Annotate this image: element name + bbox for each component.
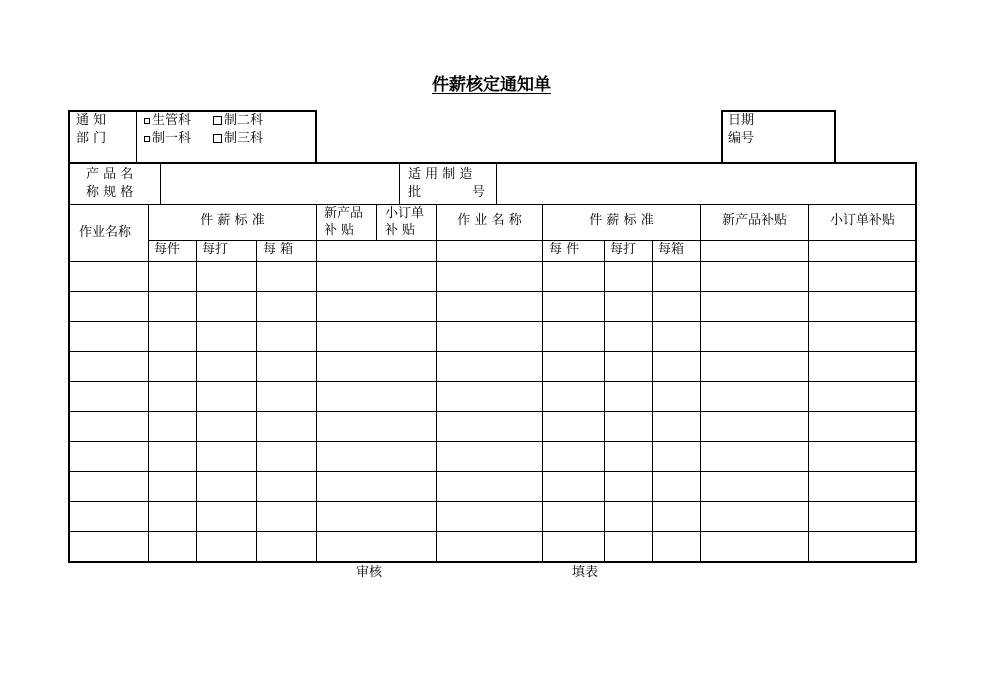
table-cell[interactable] <box>605 262 653 292</box>
table-cell[interactable] <box>149 352 197 382</box>
header-small-order-1: 小订单 <box>385 206 425 221</box>
header-per-box-2: 每箱 <box>658 242 685 257</box>
table-row <box>69 442 916 472</box>
table-cell[interactable] <box>543 262 605 292</box>
table-cell[interactable] <box>69 412 149 442</box>
table-cell[interactable] <box>653 292 701 322</box>
header-per-piece: 每件 <box>154 242 181 257</box>
header-new-product-subsidy-2: 新产品补贴 <box>721 213 787 228</box>
table-cell[interactable] <box>605 322 653 352</box>
header-per-dozen-2: 每打 <box>610 242 637 257</box>
table-cell[interactable] <box>543 502 605 532</box>
table-cell[interactable] <box>437 412 543 442</box>
table-cell[interactable] <box>149 412 197 442</box>
checkbox-icon[interactable] <box>213 116 222 125</box>
table-cell[interactable] <box>543 412 605 442</box>
table-cell[interactable] <box>653 532 701 562</box>
table-cell[interactable] <box>605 442 653 472</box>
option-dept-2[interactable]: 制二科 <box>213 112 263 130</box>
table-cell[interactable] <box>701 502 809 532</box>
table-cell[interactable] <box>605 472 653 502</box>
review-label: 审核 <box>356 565 383 580</box>
table-cell[interactable] <box>701 352 809 382</box>
batch-label-2b: 号 <box>472 185 486 200</box>
table-cell[interactable] <box>69 382 149 412</box>
table-cell[interactable] <box>317 262 437 292</box>
header-new-product-2: 补 贴 <box>324 223 355 238</box>
form-title: 件薪核定通知单 <box>432 75 551 95</box>
table-cell[interactable] <box>317 412 437 442</box>
table-cell[interactable] <box>543 382 605 412</box>
table-cell[interactable] <box>69 352 149 382</box>
table-cell[interactable] <box>543 352 605 382</box>
header-piece-rate: 件 薪 标 准 <box>200 213 265 228</box>
table-cell[interactable] <box>197 502 257 532</box>
table-cell[interactable] <box>653 472 701 502</box>
checkbox-icon[interactable] <box>213 134 222 143</box>
table-cell[interactable] <box>437 442 543 472</box>
option-dept-3[interactable]: 制三科 <box>213 130 263 148</box>
table-row <box>69 322 916 352</box>
table-cell[interactable] <box>69 442 149 472</box>
table-cell[interactable] <box>257 412 317 442</box>
dept-label-line1: 通 知 <box>76 113 107 128</box>
table-cell[interactable] <box>701 382 809 412</box>
table-cell[interactable] <box>701 442 809 472</box>
table-cell[interactable] <box>257 352 317 382</box>
table-cell[interactable] <box>197 322 257 352</box>
table-cell[interactable] <box>197 412 257 442</box>
table-cell[interactable] <box>257 442 317 472</box>
number-label: 编号 <box>728 131 755 146</box>
table-cell[interactable] <box>605 352 653 382</box>
table-cell[interactable] <box>605 532 653 562</box>
table-cell[interactable] <box>653 262 701 292</box>
table-cell[interactable] <box>149 442 197 472</box>
table-cell[interactable] <box>257 502 317 532</box>
table-cell[interactable] <box>653 442 701 472</box>
table-cell[interactable] <box>653 382 701 412</box>
table-cell[interactable] <box>437 532 543 562</box>
checkbox-icon[interactable] <box>144 136 150 142</box>
table-cell[interactable] <box>437 382 543 412</box>
table-row <box>69 352 916 382</box>
table-cell[interactable] <box>701 412 809 442</box>
table-cell[interactable] <box>197 532 257 562</box>
table-cell[interactable] <box>437 472 543 502</box>
table-cell[interactable] <box>317 322 437 352</box>
table-cell[interactable] <box>257 262 317 292</box>
checkbox-icon[interactable] <box>144 118 150 124</box>
header-per-piece-2: 每 件 <box>549 242 580 257</box>
table-cell[interactable] <box>809 502 916 532</box>
table-cell[interactable] <box>653 502 701 532</box>
table-cell[interactable] <box>437 292 543 322</box>
table-cell[interactable] <box>809 352 916 382</box>
table-cell[interactable] <box>69 472 149 502</box>
table-cell[interactable] <box>149 382 197 412</box>
table-cell[interactable] <box>69 292 149 322</box>
date-label: 日期 <box>728 113 755 128</box>
table-cell[interactable] <box>809 322 916 352</box>
header-small-order-2: 补 贴 <box>385 223 416 238</box>
table-cell[interactable] <box>543 292 605 322</box>
table-cell[interactable] <box>543 472 605 502</box>
header-job-name-2: 作 业 名 称 <box>457 213 522 228</box>
table-cell[interactable] <box>69 322 149 352</box>
table-cell[interactable] <box>149 322 197 352</box>
data-grid <box>68 261 916 562</box>
table-cell[interactable] <box>149 262 197 292</box>
table-cell[interactable] <box>605 502 653 532</box>
table-cell[interactable] <box>257 532 317 562</box>
table-cell[interactable] <box>257 382 317 412</box>
dept-label-line2: 部 门 <box>76 131 107 146</box>
table-cell[interactable] <box>149 502 197 532</box>
table-cell[interactable] <box>149 532 197 562</box>
batch-label-2a: 批 <box>408 185 422 200</box>
table-cell[interactable] <box>149 472 197 502</box>
table-cell[interactable] <box>197 262 257 292</box>
table-cell[interactable] <box>317 382 437 412</box>
table-row <box>69 532 916 562</box>
table-cell[interactable] <box>197 352 257 382</box>
table-cell[interactable] <box>69 532 149 562</box>
table-cell[interactable] <box>257 292 317 322</box>
table-cell[interactable] <box>653 352 701 382</box>
table-row <box>69 262 916 292</box>
table-cell[interactable] <box>69 262 149 292</box>
product-name-label-2: 称 规 格 <box>86 185 134 200</box>
table-cell[interactable] <box>317 292 437 322</box>
header-job-name: 作业名称 <box>79 225 132 240</box>
table-cell[interactable] <box>317 472 437 502</box>
fill-label: 填表 <box>572 565 599 580</box>
table-cell[interactable] <box>149 292 197 322</box>
table-cell[interactable] <box>809 472 916 502</box>
table-cell[interactable] <box>701 292 809 322</box>
table-cell[interactable] <box>605 412 653 442</box>
table-cell[interactable] <box>701 262 809 292</box>
table-cell[interactable] <box>653 322 701 352</box>
table-cell[interactable] <box>701 532 809 562</box>
table-cell[interactable] <box>543 322 605 352</box>
table-cell[interactable] <box>809 262 916 292</box>
table-cell[interactable] <box>605 292 653 322</box>
table-cell[interactable] <box>809 442 916 472</box>
table-cell[interactable] <box>701 472 809 502</box>
table-row <box>69 292 916 322</box>
header-new-product-1: 新产品 <box>324 206 364 221</box>
table-cell[interactable] <box>197 382 257 412</box>
table-cell[interactable] <box>317 352 437 382</box>
table-cell[interactable] <box>197 442 257 472</box>
table-cell[interactable] <box>809 382 916 412</box>
table-cell[interactable] <box>317 532 437 562</box>
table-row <box>69 412 916 442</box>
header-per-box: 每 箱 <box>263 242 294 257</box>
table-cell[interactable] <box>809 292 916 322</box>
table-row <box>69 472 916 502</box>
table-cell[interactable] <box>701 322 809 352</box>
table-cell[interactable] <box>653 412 701 442</box>
table-cell[interactable] <box>437 502 543 532</box>
table-cell[interactable] <box>197 472 257 502</box>
option-dept-1[interactable]: 制一科 <box>144 130 191 148</box>
header-small-order-subsidy-2: 小订单补贴 <box>829 213 895 228</box>
table-cell[interactable] <box>543 442 605 472</box>
product-name-field[interactable] <box>161 163 399 204</box>
table-cell[interactable] <box>257 322 317 352</box>
table-cell[interactable] <box>809 412 916 442</box>
table-cell[interactable] <box>69 502 149 532</box>
table-cell[interactable] <box>437 352 543 382</box>
table-cell[interactable] <box>257 472 317 502</box>
table-cell[interactable] <box>317 502 437 532</box>
table-cell[interactable] <box>437 262 543 292</box>
table-cell[interactable] <box>437 322 543 352</box>
table-cell[interactable] <box>605 382 653 412</box>
batch-field[interactable] <box>497 163 916 204</box>
table-cell[interactable] <box>317 442 437 472</box>
table-row <box>69 382 916 412</box>
header-per-dozen: 每打 <box>202 242 229 257</box>
table-cell[interactable] <box>809 532 916 562</box>
option-production-mgmt[interactable]: 生管科 <box>144 112 191 130</box>
table-cell[interactable] <box>197 292 257 322</box>
table-cell[interactable] <box>543 532 605 562</box>
table-row <box>69 502 916 532</box>
product-name-label-1: 产 品 名 <box>86 167 134 182</box>
batch-label-1: 适 用 制 造 <box>408 167 473 182</box>
header-piece-rate-2: 件 薪 标 准 <box>589 213 654 228</box>
